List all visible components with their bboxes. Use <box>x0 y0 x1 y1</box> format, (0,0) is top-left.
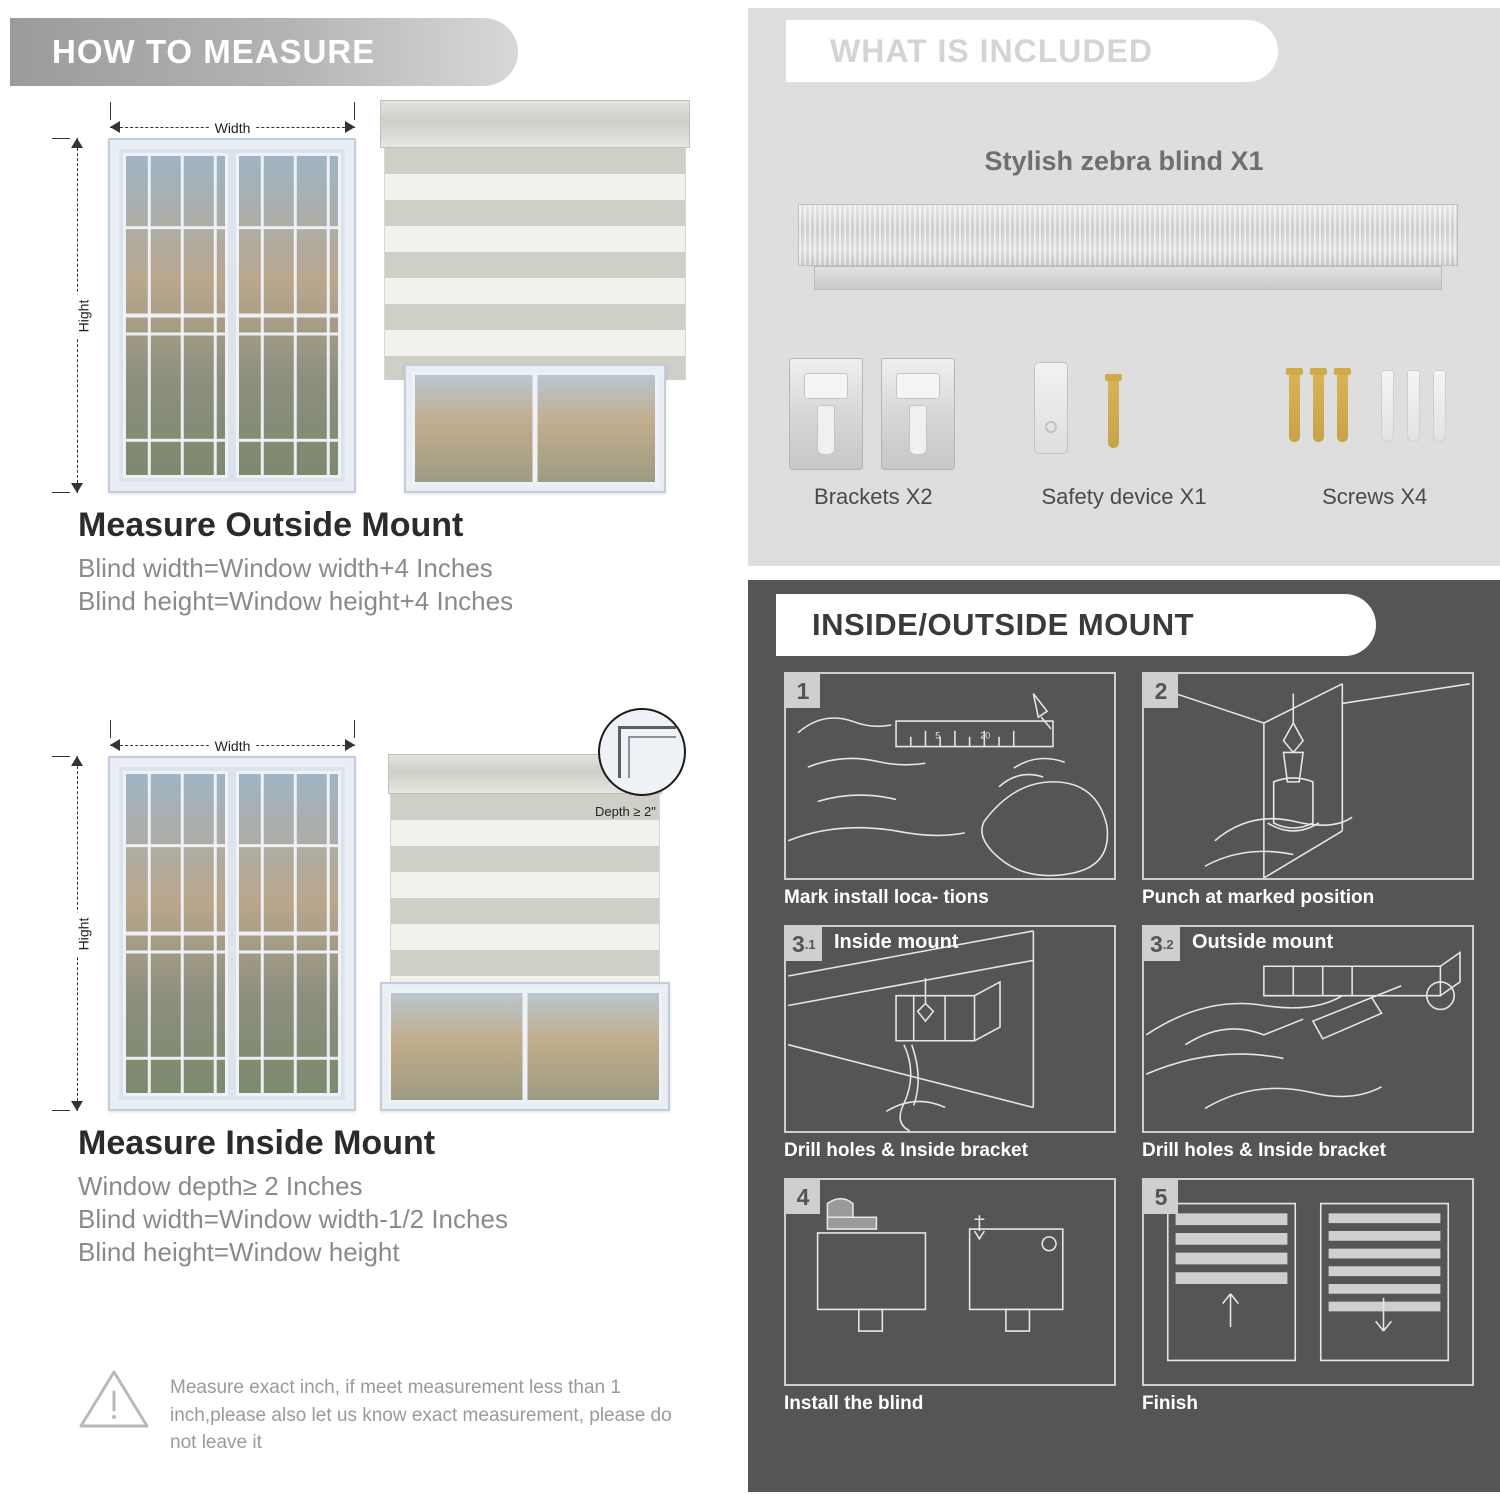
install-steps-grid <box>784 672 1474 1415</box>
included-part-safety-device <box>999 348 1250 510</box>
outside-width-dimension <box>110 118 355 138</box>
step-number-2: 2 <box>1144 674 1178 708</box>
window-pane-right <box>236 153 341 478</box>
outside-height-label: Hight <box>75 294 91 337</box>
step-3-1-mode-label: Inside mount <box>834 931 959 953</box>
install-step-4 <box>784 1178 1116 1415</box>
step-2-illustration <box>1144 674 1472 878</box>
install-step-1 <box>784 672 1116 909</box>
what-is-included-tab <box>786 20 1278 82</box>
step-1-illustration <box>786 674 1114 878</box>
inside-height-label: Hight <box>75 912 91 955</box>
outside-mount-block <box>0 100 738 619</box>
screws-image <box>1249 348 1500 478</box>
outside-mount-line-1: Blind width=Window width+4 Inches <box>78 553 493 583</box>
window-behind-blind <box>404 364 666 493</box>
inside-height-dimension <box>68 756 92 1111</box>
inside-outside-mount-tab <box>776 594 1376 656</box>
outside-mount-heading: Measure Outside Mount <box>78 506 464 544</box>
how-to-measure-column <box>0 0 738 1500</box>
outside-width-label: Width <box>209 120 257 136</box>
step-3-2-illustration <box>1144 927 1472 1131</box>
step-3-2-caption: Drill holes & Inside bracket <box>1142 1140 1386 1161</box>
outside-height-dimension <box>68 138 92 493</box>
brackets-caption: Brackets X2 <box>814 484 933 509</box>
how-to-measure-banner <box>10 18 518 86</box>
step-3-1-caption: Drill holes & Inside bracket <box>784 1140 1028 1161</box>
what-is-included-panel <box>748 8 1500 566</box>
step-number-3-2: 3 .2 <box>1144 927 1180 961</box>
measure-note <box>78 1368 698 1457</box>
step-5-caption: Finish <box>1142 1393 1198 1414</box>
included-part-screws <box>1249 348 1500 510</box>
blind-headrail <box>380 100 690 148</box>
svg-text:5: 5 <box>935 730 941 741</box>
inside-mount-line-3: Blind height=Window height <box>78 1237 400 1267</box>
inside-mount-diagram <box>30 718 730 1118</box>
included-part-brackets <box>748 348 999 510</box>
zebra-blind-product-image <box>798 204 1458 300</box>
safety-device-caption: Safety device X1 <box>1041 484 1207 509</box>
how-to-measure-title: HOW TO MEASURE <box>52 33 376 70</box>
step-number-1: 1 <box>786 674 820 708</box>
included-product-title: Stylish zebra blind X1 <box>984 146 1264 176</box>
window-illustration-outside <box>108 138 356 493</box>
safety-device-image <box>999 348 1250 478</box>
step-3-1-illustration <box>786 927 1114 1131</box>
step-4-illustration <box>786 1180 1114 1384</box>
step-number-5: 5 <box>1144 1180 1178 1214</box>
blind-illustration-outside <box>380 100 690 493</box>
window-illustration-inside <box>108 756 356 1111</box>
step-4-caption: Install the blind <box>784 1393 924 1414</box>
brackets-image <box>748 348 999 478</box>
outside-mount-diagram <box>30 100 730 500</box>
blind-zebra-fabric <box>384 148 686 380</box>
install-step-5 <box>1142 1178 1474 1415</box>
inside-mount-line-1: Window depth≥ 2 Inches <box>78 1171 363 1201</box>
install-step-3-1 <box>784 925 1116 1162</box>
step-3-2-mode-label: Outside mount <box>1192 931 1334 953</box>
window-pane-right <box>236 771 341 1096</box>
inside-width-label: Width <box>209 738 257 754</box>
measure-note-text: Measure exact inch, if meet measurement less than 1 inch,please also let us know exact measurement, please do not leave it <box>170 1377 672 1454</box>
depth-callout-label: Depth ≥ 2" <box>595 804 656 819</box>
window-behind-blind <box>380 982 670 1111</box>
inside-mount-heading: Measure Inside Mount <box>78 1124 436 1162</box>
install-step-3-2 <box>1142 925 1474 1162</box>
screws-caption: Screws X4 <box>1322 484 1428 509</box>
depth-callout-circle <box>598 708 686 796</box>
step-1-caption: Mark install loca- tions <box>784 887 989 908</box>
inside-outside-mount-title: INSIDE/OUTSIDE MOUNT <box>812 607 1195 642</box>
what-is-included-title: WHAT IS INCLUDED <box>830 32 1153 69</box>
install-step-2 <box>1142 672 1474 909</box>
inside-mount-block <box>0 718 738 1270</box>
step-number-3-1: 3 .1 <box>786 927 822 961</box>
inside-width-dimension <box>110 736 355 756</box>
step-2-caption: Punch at marked position <box>1142 887 1375 908</box>
step-5-illustration <box>1144 1180 1472 1384</box>
window-pane-left <box>123 153 228 478</box>
inside-outside-mount-panel <box>748 580 1500 1492</box>
blind-zebra-fabric <box>390 794 660 994</box>
warning-icon <box>78 1368 150 1430</box>
svg-text:20: 20 <box>980 730 991 741</box>
window-pane-left <box>123 771 228 1096</box>
outside-mount-line-2: Blind height=Window height+4 Inches <box>78 586 514 616</box>
included-parts-row <box>748 348 1500 510</box>
inside-mount-line-2: Blind width=Window width-1/2 Inches <box>78 1204 508 1234</box>
step-number-4: 4 <box>786 1180 820 1214</box>
right-column <box>748 0 1500 1500</box>
